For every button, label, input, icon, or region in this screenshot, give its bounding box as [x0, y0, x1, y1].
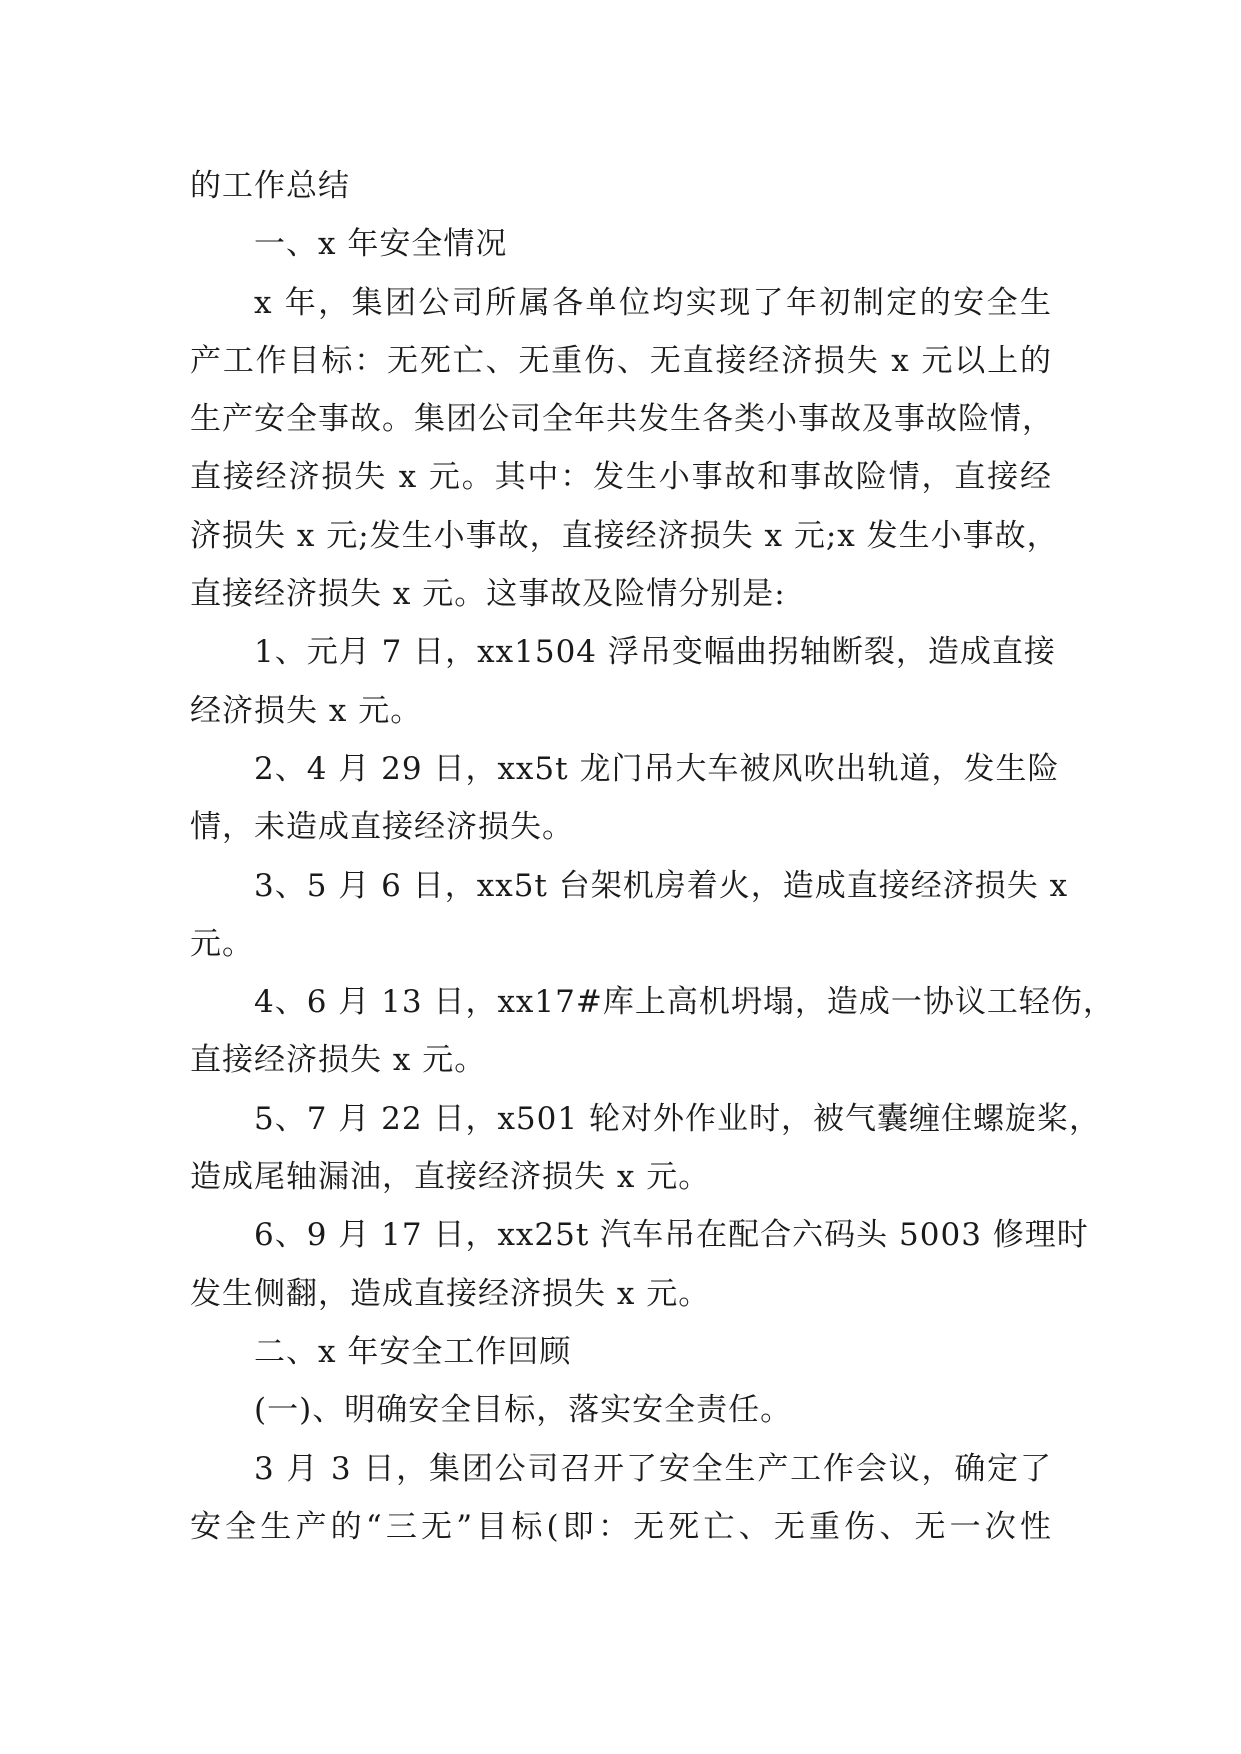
text-line: 3 月 3 日，集团公司召开了安全生产工作会议，确定了 [254, 1450, 1052, 1487]
text-line: 直接经济损失 x 元。其中：发生小事故和事故险情，直接经 [190, 459, 1052, 496]
text-line: 经济损失 x 元。 [190, 692, 423, 729]
text-line: 直接经济损失 x 元。这事故及险情分别是: [190, 576, 786, 613]
text-line: 安全生产的“三无”目标(即：无死亡、无重伤、无一次性 [190, 1508, 1052, 1545]
text-line: 1、元月 7 日，xx1504 浮吊变幅曲拐轴断裂，造成直接 [254, 634, 1056, 671]
text-line: 产工作目标：无死亡、无重伤、无直接经济损失 x 元以上的 [190, 342, 1052, 379]
text-line: (一)、明确安全目标，落实安全责任。 [254, 1392, 793, 1429]
text-line: x 年，集团公司所属各单位均实现了年初制定的安全生 [254, 284, 1052, 321]
text-line: 5、7 月 22 日，x501 轮对外作业时，被气囊缠住螺旋桨， [254, 1100, 1101, 1137]
text-line: 3、5 月 6 日，xx5t 台架机房着火，造成直接经济损失 x [254, 867, 1069, 904]
text-line: 元。 [190, 925, 254, 962]
text-line: 直接经济损失 x 元。 [190, 1042, 487, 1079]
text-line: 二、x 年安全工作回顾 [254, 1333, 572, 1370]
text-line: 2、4 月 29 日，xx5t 龙门吊大车被风吹出轨道，发生险 [254, 750, 1060, 787]
text-line: 发生侧翻，造成直接经济损失 x 元。 [190, 1275, 711, 1312]
text-line: 情，未造成直接经济损失。 [190, 809, 574, 846]
text-line: 的工作总结 [190, 168, 350, 204]
text-line: 造成尾轴漏油，直接经济损失 x 元。 [190, 1159, 711, 1196]
document-body [190, 157, 1115, 1556]
text-line: 济损失 x 元;发生小事故，直接经济损失 x 元;x 发生小事故， [190, 517, 1059, 554]
text-line: 生产安全事故。集团公司全年共发生各类小事故及事故险情， [190, 401, 1054, 438]
text-line: 一、x 年安全情况 [254, 226, 508, 263]
text-line: 6、9 月 17 日，xx25t 汽车吊在配合六码头 5003 修理时 [254, 1217, 1089, 1254]
text-line: 4、6 月 13 日，xx17#库上高机坍塌，造成一协议工轻伤， [254, 984, 1115, 1021]
